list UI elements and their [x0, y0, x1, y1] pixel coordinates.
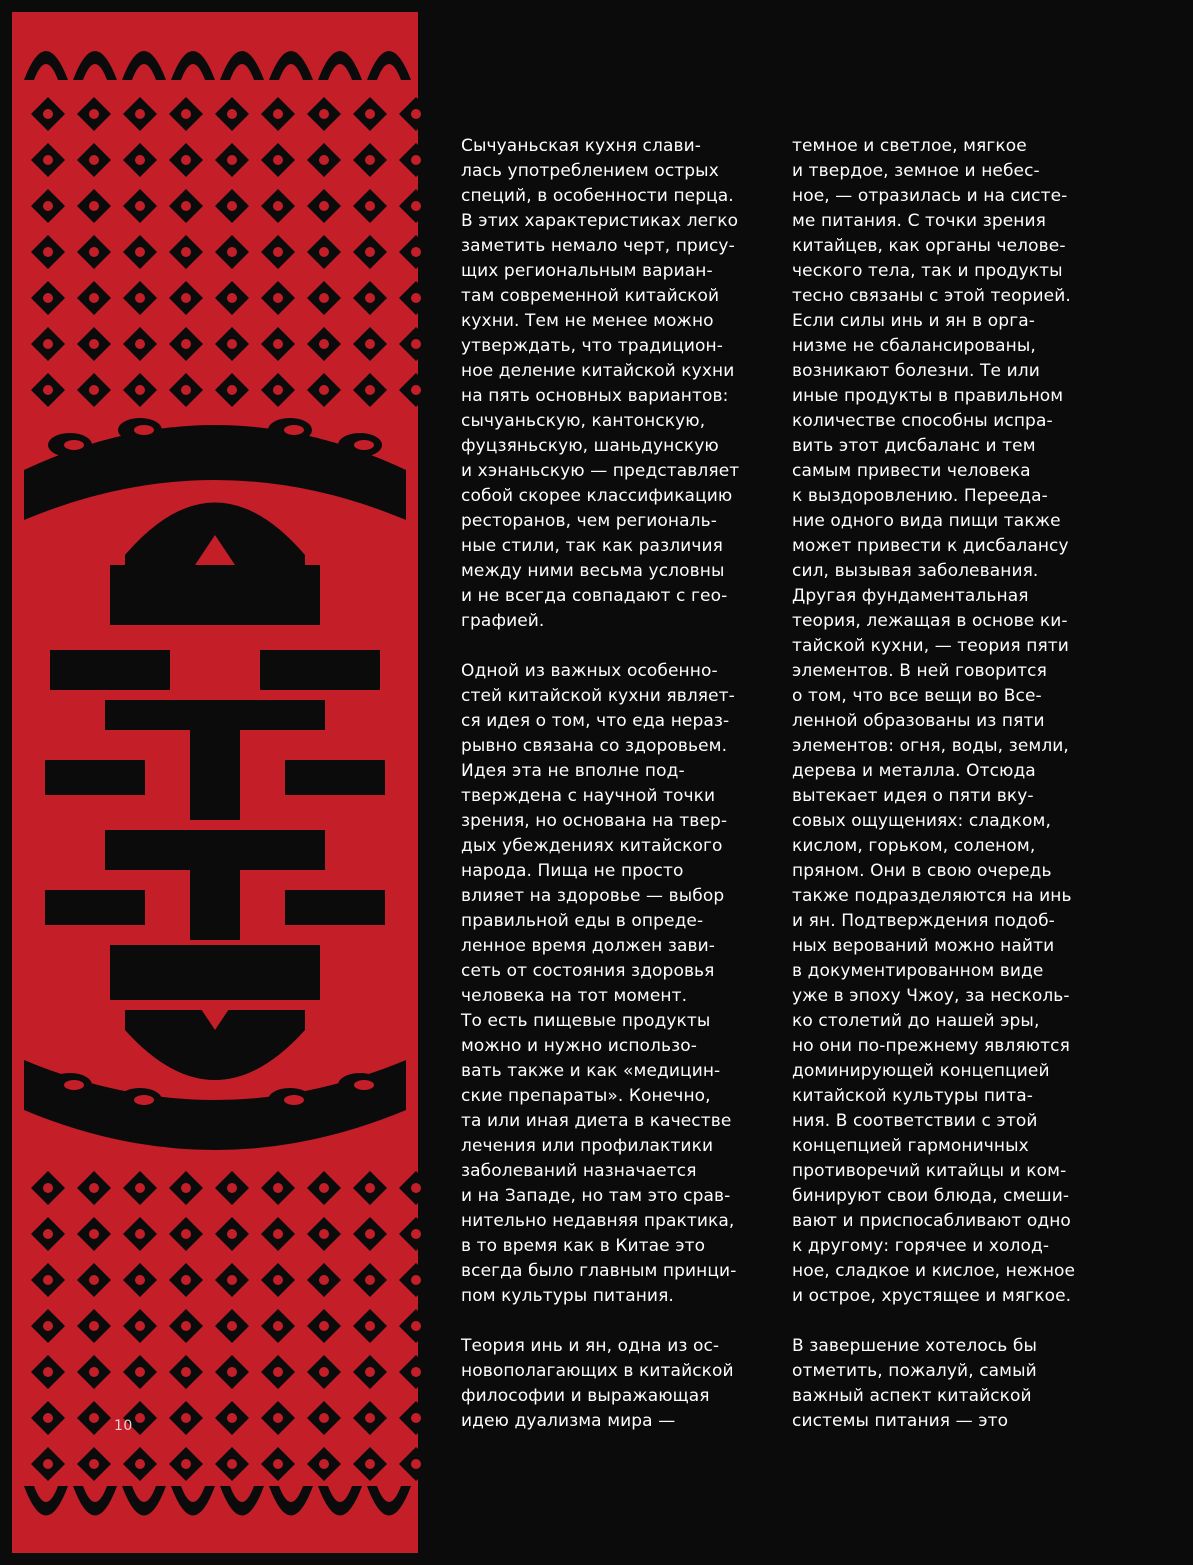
lattice-dot — [181, 1321, 191, 1331]
lattice-dot — [411, 1183, 421, 1193]
lattice-dot — [89, 293, 99, 303]
text-line: китайской культуры пита- — [792, 1086, 1033, 1106]
lattice-dot — [273, 247, 283, 257]
text-line: на пять основных вариантов: — [461, 386, 729, 406]
lattice-dot — [43, 339, 53, 349]
text-line: уже в эпоху Чжоу, за несколь- — [792, 986, 1070, 1006]
text-line: ленной образованы из пяти — [792, 711, 1045, 731]
lattice-dot — [135, 109, 145, 119]
text-line: идею дуализма мира — — [461, 1411, 676, 1431]
lattice-dot — [273, 293, 283, 303]
lattice-dot — [411, 155, 421, 165]
text-line: и не всегда совпадают с гео- — [461, 586, 728, 606]
lattice-dot — [273, 1229, 283, 1239]
lattice-dot — [43, 1367, 53, 1377]
lattice-dot — [181, 155, 191, 165]
text-line: нительно недавняя практика, — [461, 1211, 735, 1231]
text-line: там современной китайской — [461, 286, 720, 306]
lattice-dot — [135, 339, 145, 349]
lattice-dot — [135, 155, 145, 165]
bar-4-right — [285, 760, 385, 795]
text-line: и острое, хрустящее и мягкое. — [792, 1286, 1072, 1306]
lattice-dot — [43, 1321, 53, 1331]
text-line: между ними весьма условны — [461, 561, 725, 581]
text-line: правильной еды в опреде- — [461, 911, 704, 931]
lattice-dot — [89, 1413, 99, 1423]
swirl-inner — [354, 1080, 374, 1090]
text-line: китайцев, как органы челове- — [792, 236, 1066, 256]
lattice-dot — [181, 385, 191, 395]
lattice-dot — [135, 293, 145, 303]
text-line: зрения, но основана на твер- — [461, 811, 728, 831]
lattice-dot — [181, 339, 191, 349]
text-line: сил, вызывая заболевания. — [792, 561, 1039, 581]
bar-2-right — [260, 650, 380, 690]
lattice-dot — [365, 155, 375, 165]
lattice-dot — [411, 1229, 421, 1239]
text-line: вать также и как «медицин- — [461, 1061, 721, 1081]
text-line: может привести к дисбалансу — [792, 536, 1069, 556]
lattice-dot — [135, 1413, 145, 1423]
lattice-dot — [319, 1367, 329, 1377]
text-line: заболеваний назначается — [461, 1161, 697, 1181]
text-line: рывно связана со здоровьем. — [461, 736, 728, 756]
text-line: та или иная диета в качестве — [461, 1111, 732, 1131]
text-line: стей китайской кухни являет- — [461, 686, 735, 706]
text-line: и на Западе, но там это срав- — [461, 1186, 731, 1206]
text-line: ния. В соответствии с этой — [792, 1111, 1038, 1131]
text-column-right — [792, 134, 1102, 1434]
text-line: новополагающих в китайской — [461, 1361, 734, 1381]
lattice-dot — [181, 201, 191, 211]
bar-6-left — [45, 890, 145, 925]
bar-4-left — [45, 760, 145, 795]
lattice-dot — [135, 201, 145, 211]
lattice-dot — [319, 1413, 329, 1423]
lattice-dot — [43, 1183, 53, 1193]
lattice-dot — [411, 109, 421, 119]
lattice-dot — [89, 201, 99, 211]
lattice-dot — [365, 385, 375, 395]
lattice-dot — [365, 1459, 375, 1469]
lattice-dot — [43, 1459, 53, 1469]
lattice-dot — [135, 1367, 145, 1377]
text-line: низме не сбалансированы, — [792, 336, 1036, 356]
lattice-dot — [43, 385, 53, 395]
lattice-dot — [411, 1459, 421, 1469]
stem-2 — [190, 870, 240, 940]
text-line: в документированном виде — [792, 961, 1044, 981]
text-line: и хэнаньскую — представляет — [461, 461, 740, 481]
text-line: сычуаньскую, кантонскую, — [461, 411, 706, 431]
lattice-dot — [319, 1229, 329, 1239]
lattice-dot — [227, 1229, 237, 1239]
text-line: к другому: горячее и холод- — [792, 1236, 1050, 1256]
lattice-dot — [43, 1229, 53, 1239]
lattice-dot — [319, 339, 329, 349]
lattice-dot — [89, 155, 99, 165]
lattice-dot — [135, 1321, 145, 1331]
text-line: и твердое, земное и небес- — [792, 161, 1040, 181]
lattice-dot — [227, 247, 237, 257]
text-line: но они по-прежнему являются — [792, 1036, 1070, 1056]
text-line: количестве способны испра- — [792, 411, 1053, 431]
text-line: собой скорее классификацию — [461, 486, 733, 506]
text-line: ные стили, так как различия — [461, 536, 723, 556]
lattice-dot — [273, 385, 283, 395]
text-line: кислом, горьком, соленом, — [792, 836, 1036, 856]
lattice-dot — [89, 1459, 99, 1469]
text-line: бинируют свои блюда, смеши- — [792, 1186, 1070, 1206]
lattice-dot — [411, 1275, 421, 1285]
lattice-dot — [43, 201, 53, 211]
lattice-dot — [365, 1183, 375, 1193]
text-line: лась употреблением острых — [461, 161, 719, 181]
lattice-dot — [181, 1183, 191, 1193]
lattice-dot — [365, 1413, 375, 1423]
text-line: Идея эта не вполне под- — [461, 761, 685, 781]
text-line: фуцзяньскую, шаньдунскую — [461, 436, 719, 456]
lattice-dot — [319, 155, 329, 165]
lattice-dot — [89, 109, 99, 119]
text-line: иные продукты в правильном — [792, 386, 1064, 406]
swirl-inner — [134, 425, 154, 435]
lattice-dot — [135, 385, 145, 395]
lattice-dot — [181, 1229, 191, 1239]
lattice-dot — [365, 1229, 375, 1239]
text-line: специй, в особенности перца. — [461, 186, 734, 206]
lattice-dot — [411, 1413, 421, 1423]
lattice-dot — [319, 201, 329, 211]
lattice-dot — [365, 109, 375, 119]
text-line: о том, что все вещи во Все- — [792, 686, 1042, 706]
lattice-dot — [319, 1321, 329, 1331]
lattice-dot — [273, 1459, 283, 1469]
text-line: ческого тела, так и продукты — [792, 261, 1063, 281]
lattice-dot — [181, 1459, 191, 1469]
text-line: в то время как в Китае это — [461, 1236, 706, 1256]
swirl-inner — [284, 425, 304, 435]
text-line: влияет на здоровье — выбор — [461, 886, 725, 906]
text-line: пом культуры питания. — [461, 1286, 674, 1306]
text-line: элементов. В ней говорится — [792, 661, 1047, 681]
lattice-dot — [135, 1229, 145, 1239]
bar-2-left — [50, 650, 170, 690]
lattice-dot — [227, 201, 237, 211]
lattice-dot — [227, 1367, 237, 1377]
text-line: и ян. Подтверждения подоб- — [792, 911, 1055, 931]
lattice-dot — [365, 293, 375, 303]
text-line: кухни. Тем не менее можно — [461, 311, 714, 331]
lattice-dot — [365, 201, 375, 211]
paper-cut-artwork — [0, 0, 430, 1565]
swirl-inner — [64, 440, 84, 450]
lattice-dot — [365, 1367, 375, 1377]
lattice-dot — [89, 385, 99, 395]
lattice-dot — [89, 1183, 99, 1193]
lattice-dot — [273, 339, 283, 349]
lattice-dot — [181, 247, 191, 257]
page-number: 10 — [114, 1418, 133, 1434]
lattice-dot — [227, 1459, 237, 1469]
text-column-left — [461, 134, 773, 1434]
lattice-dot — [365, 247, 375, 257]
text-line: также подразделяются на инь — [792, 886, 1072, 906]
text-line: ное деление китайской кухни — [461, 361, 735, 381]
lattice-dot — [365, 339, 375, 349]
text-line: важный аспект китайской — [792, 1386, 1032, 1406]
text-line: всегда было главным принци- — [461, 1261, 737, 1281]
lattice-dot — [319, 109, 329, 119]
lattice-dot — [411, 247, 421, 257]
text-line: ленное время должен зави- — [461, 936, 716, 956]
lattice-dot — [411, 293, 421, 303]
lattice-dot — [181, 1275, 191, 1285]
lattice-dot — [227, 293, 237, 303]
text-line: заметить немало черт, прису- — [461, 236, 735, 256]
text-line: ся идея о том, что еда нераз- — [461, 711, 730, 731]
text-line: к выздоровлению. Переeда- — [792, 486, 1048, 506]
lattice-dot — [365, 1275, 375, 1285]
text-line: ние одного вида пищи также — [792, 511, 1061, 531]
text-line: концепцией гармоничных — [792, 1136, 1029, 1156]
text-line: пряном. Они в свою очередь — [792, 861, 1052, 881]
text-line: утверждать, что традицион- — [461, 336, 723, 356]
text-line: Сычуаньская кухня слави- — [461, 136, 701, 156]
text-line: элементов: огня, воды, земли, — [792, 736, 1069, 756]
lattice-dot — [43, 155, 53, 165]
text-line: темное и светлое, мягкое — [792, 136, 1027, 156]
lattice-dot — [227, 155, 237, 165]
lattice-dot — [319, 385, 329, 395]
text-line: самым привести человека — [792, 461, 1031, 481]
text-line: щих региональным вариан- — [461, 261, 713, 281]
lattice-dot — [43, 247, 53, 257]
text-line: ное, сладкое и кислое, нежное — [792, 1261, 1076, 1281]
lattice-dot — [89, 1275, 99, 1285]
text-line: совых ощущениях: сладком, — [792, 811, 1051, 831]
lattice-dot — [273, 1367, 283, 1377]
text-line: сеть от состояния здоровья — [461, 961, 715, 981]
text-line: ное, — отразилась и на систе- — [792, 186, 1068, 206]
lattice-dot — [43, 109, 53, 119]
paragraph-gap — [461, 1309, 773, 1334]
swirl-inner — [354, 440, 374, 450]
lattice-dot — [319, 247, 329, 257]
lattice-dot — [273, 109, 283, 119]
lattice-dot — [319, 1459, 329, 1469]
lattice-dot — [227, 1183, 237, 1193]
text-line: отметить, пожалуй, самый — [792, 1361, 1037, 1381]
text-line: лечения или профилактики — [461, 1136, 714, 1156]
text-line: ных верований можно найти — [792, 936, 1055, 956]
text-line: вытекает идея о пяти вку- — [792, 786, 1034, 806]
lattice-dot — [273, 155, 283, 165]
text-line: возникают болезни. Те или — [792, 361, 1040, 381]
text-line: Если силы инь и ян в орга- — [792, 311, 1035, 331]
paragraph-gap — [792, 1309, 1102, 1334]
text-line: В завершение хотелось бы — [792, 1336, 1037, 1356]
lattice-dot — [89, 1321, 99, 1331]
lattice-dot — [89, 1229, 99, 1239]
lattice-dot — [227, 109, 237, 119]
lattice-dot — [273, 1183, 283, 1193]
text-line: противоречий китайцы и ком- — [792, 1161, 1067, 1181]
text-line: То есть пищевые продукты — [461, 1011, 711, 1031]
swirl-inner — [284, 1095, 304, 1105]
lattice-dot — [273, 1413, 283, 1423]
lattice-dot — [135, 1183, 145, 1193]
bar-6-right — [285, 890, 385, 925]
text-line: вить этот дисбаланс и тем — [792, 436, 1036, 456]
text-line: дерева и металла. Отсюда — [792, 761, 1036, 781]
text-line: теория, лежащая в основе ки- — [792, 611, 1068, 631]
lattice-dot — [43, 1413, 53, 1423]
text-line: тверждена с научной точки — [461, 786, 716, 806]
lattice-dot — [181, 109, 191, 119]
lattice-dot — [181, 293, 191, 303]
lattice-dot — [181, 1367, 191, 1377]
lattice-dot — [319, 1275, 329, 1285]
lattice-dot — [135, 1275, 145, 1285]
bar-1 — [110, 565, 320, 625]
text-line: ме питания. С точки зрения — [792, 211, 1046, 231]
lattice-dot — [411, 201, 421, 211]
lattice-dot — [227, 1275, 237, 1285]
text-line: доминирующей концепцией — [792, 1061, 1050, 1081]
lattice-dot — [135, 247, 145, 257]
lattice-dot — [319, 1183, 329, 1193]
lattice-dot — [135, 1459, 145, 1469]
text-line: тайской кухни, — теория пяти — [792, 636, 1069, 656]
text-line: ресторанов, чем региональ- — [461, 511, 717, 531]
lattice-dot — [89, 339, 99, 349]
swirl-inner — [64, 1080, 84, 1090]
lattice-dot — [411, 1367, 421, 1377]
text-line: дых убеждениях китайского — [461, 836, 723, 856]
text-line: тесно связаны с этой теорией. — [792, 286, 1071, 306]
lattice-dot — [89, 1367, 99, 1377]
text-line: ские препараты». Конечно, — [461, 1086, 711, 1106]
lattice-dot — [43, 1275, 53, 1285]
lattice-dot — [411, 339, 421, 349]
swirl-inner — [134, 1095, 154, 1105]
lattice-dot — [365, 1321, 375, 1331]
lattice-dot — [319, 293, 329, 303]
lattice-dot — [273, 1321, 283, 1331]
text-line: графией. — [461, 611, 545, 631]
lattice-dot — [411, 385, 421, 395]
text-line: Другая фундаментальная — [792, 586, 1029, 606]
stem-1 — [190, 730, 240, 820]
lattice-dot — [89, 247, 99, 257]
text-line: Теория инь и ян, одна из ос- — [461, 1336, 720, 1356]
lattice-dot — [227, 1321, 237, 1331]
lattice-dot — [181, 1413, 191, 1423]
paragraph-gap — [461, 634, 773, 659]
paper-cut-panel — [0, 0, 430, 1565]
text-line: Одной из важных особенно- — [461, 661, 718, 681]
text-line: вают и приспосабливают одно — [792, 1211, 1071, 1231]
text-line: ко столетий до нашей эры, — [792, 1011, 1040, 1031]
text-line: народа. Пища не просто — [461, 861, 684, 881]
lattice-dot — [411, 1321, 421, 1331]
lattice-dot — [43, 293, 53, 303]
text-line: системы питания — это — [792, 1411, 1009, 1431]
text-line: В этих характеристиках легко — [461, 211, 739, 231]
lattice-dot — [227, 1413, 237, 1423]
lattice-dot — [227, 339, 237, 349]
bar-5 — [105, 830, 325, 870]
bar-7 — [110, 945, 320, 1000]
bar-3 — [105, 700, 325, 730]
text-line: можно и нужно использо- — [461, 1036, 697, 1056]
text-line: философии и выражающая — [461, 1386, 710, 1406]
lattice-dot — [273, 201, 283, 211]
text-line: человека на тот момент. — [461, 986, 688, 1006]
lattice-dot — [273, 1275, 283, 1285]
lattice-dot — [227, 385, 237, 395]
